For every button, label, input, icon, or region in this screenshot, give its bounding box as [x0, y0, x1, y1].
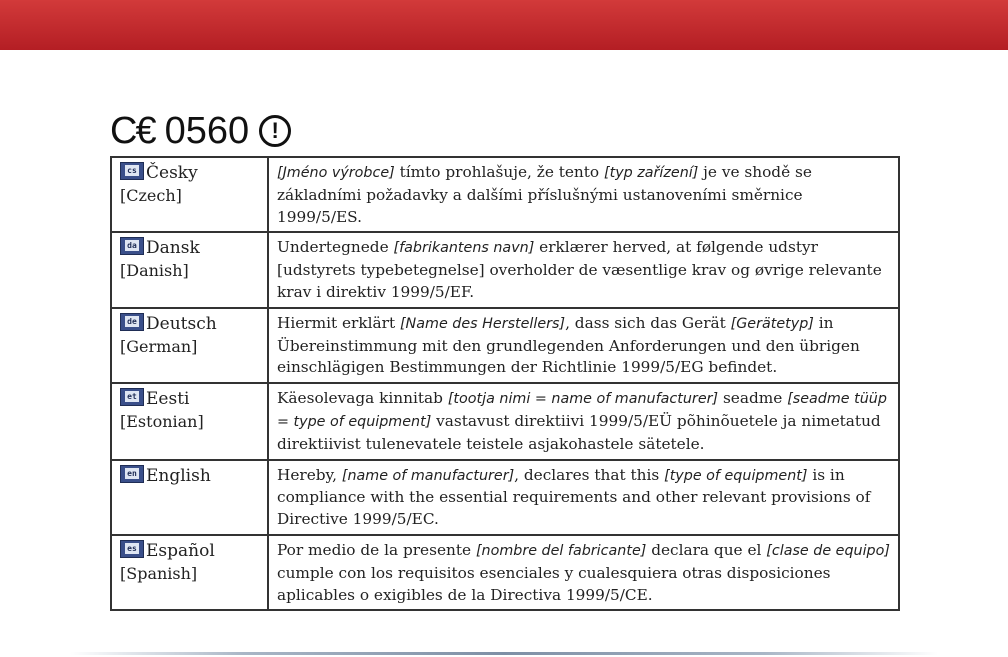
language-flag-icon: [120, 162, 144, 180]
declaration-text: [268, 308, 899, 383]
language-flag-icon: [120, 540, 144, 558]
declaration-segment: , declares that this: [514, 465, 665, 484]
language-flag-icon: [120, 237, 144, 255]
placeholder-text: [clase de equipo]: [766, 542, 890, 559]
language-code: de: [125, 316, 139, 327]
declaration-segment: Hereby,: [277, 465, 342, 484]
placeholder-text: [Name des Herstellers]: [399, 315, 566, 332]
declaration-text: [268, 460, 899, 535]
language-cell: [111, 232, 268, 307]
declaration-segment: je ve shodě se základními požadavky a dalšími příslušnými ustanoveními směrnice 1999/5/ES.: [277, 163, 812, 226]
declaration-segment: is in compliance with the essential requirements and other relevant provisions of Directive 1999/5/EC.: [277, 465, 871, 529]
language-flag-icon: [120, 388, 144, 406]
language-cell: [111, 383, 268, 459]
declaration-table: [110, 156, 900, 611]
language-name-english: [Danish]: [120, 261, 189, 281]
placeholder-text: [tootja nimi = name of manufacturer]: [447, 391, 719, 408]
placeholder-text: [nombre del fabricante]: [475, 542, 647, 559]
footer-divider: [70, 652, 938, 655]
declaration-segment: in Übereinstimmung mit den grundlegenden Anforderungen und den übrigen einschlägigen Bestimmungen der Richtlinie 1999/5/EG befindet.: [277, 313, 860, 377]
declaration-text: [268, 535, 899, 610]
language-cell: [111, 157, 268, 232]
declaration-segment: Hiermit erklärt: [277, 313, 400, 332]
language-name: Español: [146, 540, 215, 561]
notified-body-number: 0560: [164, 110, 250, 152]
language-flag-icon: [120, 313, 144, 331]
placeholder-text: [seadme tüüp = type of equipment]: [277, 391, 887, 430]
language-name-english: [German]: [120, 336, 198, 356]
language-cell: [111, 308, 268, 383]
language-code: da: [125, 240, 139, 251]
language-cell: [111, 460, 268, 535]
table-row: [111, 157, 899, 232]
declaration-text: [268, 383, 899, 459]
declaration-segment: tímto prohlašuje, že tento: [394, 163, 605, 181]
language-name-english: [Spanish]: [120, 563, 198, 583]
ce-mark-icon: C€: [110, 110, 155, 152]
table-row: [111, 460, 899, 535]
language-name-english: [Estonian]: [120, 411, 204, 431]
language-name: Česky: [146, 163, 198, 183]
table-row: [111, 232, 899, 307]
placeholder-text: [name of manufacturer]: [341, 467, 515, 484]
declaration-segment: Käesolevaga kinnitab: [277, 389, 448, 408]
declaration-segment: , dass sich das Gerät: [565, 313, 731, 332]
language-code: es: [125, 543, 139, 554]
language-name-english: [Czech]: [120, 185, 182, 205]
declaration-text: [268, 157, 899, 232]
language-name: Deutsch: [146, 313, 217, 334]
language-name: Dansk: [146, 238, 200, 259]
placeholder-text: [Jméno výrobce]: [277, 165, 395, 181]
declaration-segment: declara que el: [646, 540, 767, 559]
placeholder-text: [Gerätetyp]: [730, 315, 814, 332]
language-name: English: [146, 465, 211, 486]
language-flag-icon: [120, 465, 144, 483]
placeholder-text: [typ zařízení]: [604, 165, 699, 181]
placeholder-text: [type of equipment]: [664, 467, 808, 484]
certification-line: [110, 108, 291, 154]
table-row: [111, 383, 899, 459]
declaration-text: [268, 232, 899, 307]
language-code: en: [125, 468, 139, 479]
alert-class-2-icon: !: [259, 115, 291, 147]
declaration-segment: seadme: [718, 389, 788, 408]
declaration-segment: Undertegnede: [277, 238, 394, 257]
language-name: Eesti: [146, 389, 190, 410]
language-cell: [111, 535, 268, 610]
declaration-segment: vastavust direktiivi 1999/5/EÜ põhinõuetele ja nimetatud direktiivist tulenevatele teistele asjakohastele sätetele.: [277, 411, 881, 453]
declaration-segment: Por medio de la presente: [277, 540, 476, 559]
table-row: [111, 535, 899, 610]
language-code: et: [125, 391, 139, 402]
declaration-segment: erklærer herved, at følgende udstyr [udstyrets typebetegnelse] overholder de væsentlige krav og øvrige relevante krav i direktiv 1999/5/EF.: [277, 238, 882, 301]
header-bar: [0, 0, 1008, 50]
table-row: [111, 308, 899, 383]
placeholder-text: [fabrikantens navn]: [393, 240, 535, 257]
language-code: cs: [125, 165, 139, 176]
declaration-segment: cumple con los requisitos esenciales y cualesquiera otras disposiciones aplicables o exigibles de la Directiva 1999/5/CE.: [277, 563, 831, 604]
